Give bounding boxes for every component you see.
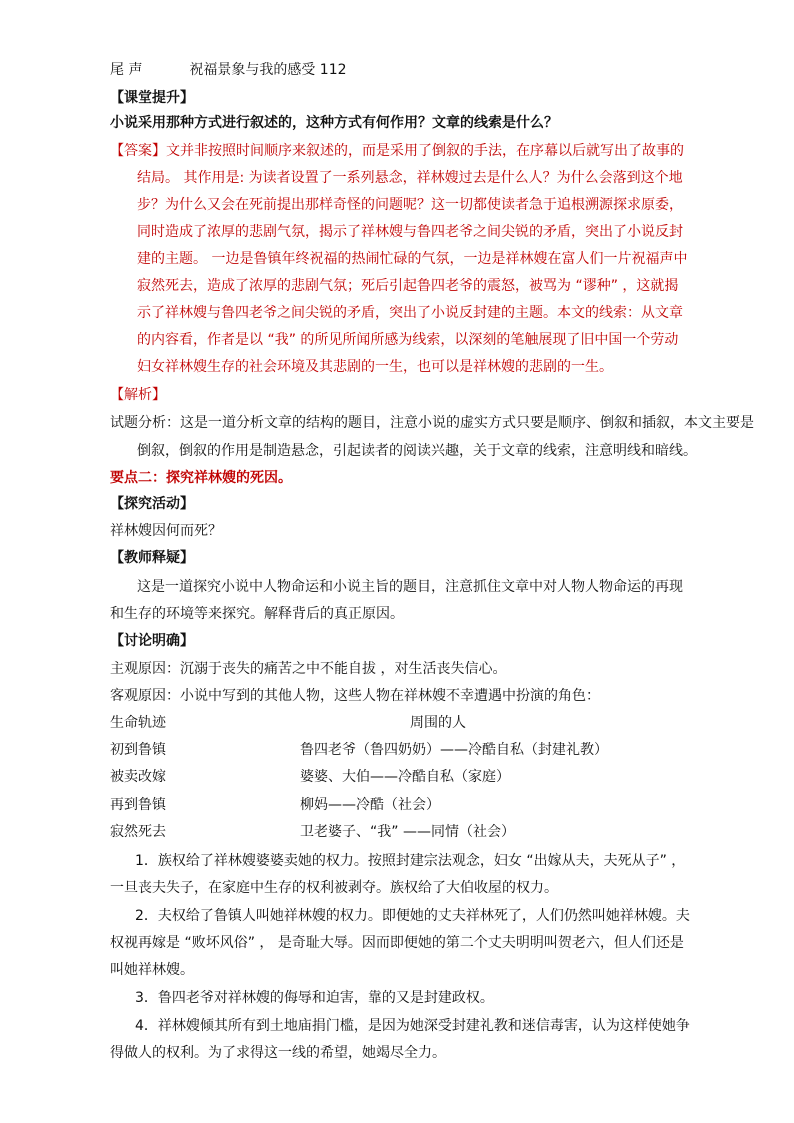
life-track-cell: 被卖改嫁 [110, 769, 166, 785]
life-track-cell: 寂然死去 [110, 824, 166, 840]
numbered-point-line: 2．夫权给了鲁镇人叫她祥林嫂的权力。即便她的丈夫祥林死了，人们仍然叫她祥林嫂。夫 [135, 908, 690, 924]
answer-line [110, 141, 684, 161]
numbered-point-line: 4．祥林嫂倾其所有到土地庙捐门槛，是因为她深受封建礼教和迷信毒害，认为这样使她争 [135, 1018, 690, 1034]
teacher-explanation-line: 和生存的环境等来探究。解释背后的真正原因。 [110, 606, 404, 622]
answer-line: 同时造成了浓厚的悲剧气氛，揭示了祥林嫂与鲁四老爷之间尖锐的矛盾，突出了小说反封 [137, 224, 683, 240]
answer-line: 寂然死去，造成了浓厚的悲剧气氛；死后引起鲁四老爷的震怒，被骂为 “谬种” ，这就揭 [137, 278, 679, 294]
numbered-point-line: 得做人的权利。为了求得这一线的希望，她竭尽全力。 [110, 1045, 446, 1061]
teacher-explanation-line: 这是一道探究小说中人物命运和小说主旨的题目，注意抓住文章中对人物人物命运的再现 [137, 579, 683, 595]
section-heading-class-improve: 【课堂提升】 [110, 90, 194, 106]
question-text: 小说采用那种方式进行叙述的，这种方式有何作用？文章的线索是什么？ [110, 115, 558, 131]
numbered-point-line: 权视再嫁是 “败坏风俗” ， 是奇耻大辱。因而即便她的第二个丈夫明明叫贺老六，但人们还是 [110, 935, 684, 951]
people-cell: 卫老婆子、“我” ——同情（社会） [300, 824, 515, 840]
answer-line: 的内容看，作者是以 “我” 的所见所闻所感为线索，以深刻的笔触展现了旧中国一个劳动 [137, 332, 679, 348]
numbered-point-line: 一旦丧夫失子，在家庭中生存的权利被剥夺。族权给了大伯收屋的权力。 [110, 880, 558, 896]
answer-line: 妇女祥林嫂生存的社会环境及其悲剧的一生，也可以是祥林嫂的悲剧的一生。 [137, 359, 613, 375]
people-cell: 鲁四老爷（鲁四奶奶）——冷酷自私（封建礼教） [300, 742, 608, 758]
answer-text: 文并非按照时间顺序来叙述的，而是采用了倒叙的手法，在序幕以后就写出了故事的 [166, 143, 684, 159]
answer-line: 示了祥林嫂与鲁四老爷之间尖锐的矛盾，突出了小说反封建的主题。本文的线索：从文章 [137, 305, 683, 321]
people-cell: 柳妈——冷酷（社会） [300, 797, 440, 813]
analysis-line: 试题分析：这是一道分析文章的结构的题目，注意小说的虚实方式只要是顺序、倒叙和插叙，本文主要是 [110, 415, 754, 431]
answer-line: 结局。 其作用是: 为读者设置了一系列悬念，祥林嫂过去是什么人？为什么会落到这个地 [137, 170, 683, 186]
people-cell: 周围的人 [410, 715, 466, 731]
numbered-point-line: 1．族权给了祥林嫂婆婆卖她的权力。按照封建宗法观念，妇女 “出嫁从夫，夫死从子” ， [135, 853, 686, 869]
numbered-point-line: 3．鲁四老爷对祥林嫂的侮辱和迫害，靠的又是封建政权。 [135, 990, 494, 1006]
answer-line: 步？为什么又会在死前提出那样奇怪的问题呢？这一切都使读者急于追根溯源探求原委， [137, 197, 683, 213]
page-header [110, 60, 347, 80]
answer-line: 建的主题。 一边是鲁镇年终祝福的热闹忙碌的气氛，一边是祥林嫂在富人们一片祝福声中 [137, 251, 688, 267]
answer-tag: 【答案】 [110, 143, 166, 159]
life-track-cell: 再到鲁镇 [110, 797, 166, 813]
table-row [110, 740, 750, 760]
table-row [110, 795, 750, 815]
people-cell: 婆婆、大伯——冷酷自私（家庭） [300, 769, 510, 785]
header-chapter: 尾 声 [110, 62, 143, 78]
table-row [110, 713, 750, 733]
analysis-tag: 【解析】 [110, 387, 166, 403]
subjective-cause: 主观原因：沉溺于丧失的痛苦之中不能自拔 ，对生活丧失信心。 [110, 661, 507, 677]
table-row [110, 767, 750, 787]
discussion-heading: 【讨论明确】 [110, 633, 194, 649]
teacher-explanation-heading: 【教师释疑】 [110, 550, 194, 566]
header-topic: 祝福景象与我的感受 112 [189, 62, 347, 78]
explore-question: 祥林嫂因何而死？ [110, 523, 222, 539]
explore-activity-heading: 【探究活动】 [110, 496, 194, 512]
table-row [110, 822, 750, 842]
life-track-cell: 生命轨迹 [110, 715, 166, 731]
analysis-line: 倒叙，倒叙的作用是制造悬念，引起读者的阅读兴趣，关于文章的线索，注意明线和暗线。 [137, 443, 697, 459]
objective-cause: 客观原因：小说中写到的其他人物，这些人物在祥林嫂不幸遭遇中扮演的角色： [110, 688, 600, 704]
numbered-point-line: 叫她祥林嫂。 [110, 962, 194, 978]
key-point-heading: 要点二：探究祥林嫂的死因。 [110, 470, 292, 486]
life-track-cell: 初到鲁镇 [110, 742, 166, 758]
